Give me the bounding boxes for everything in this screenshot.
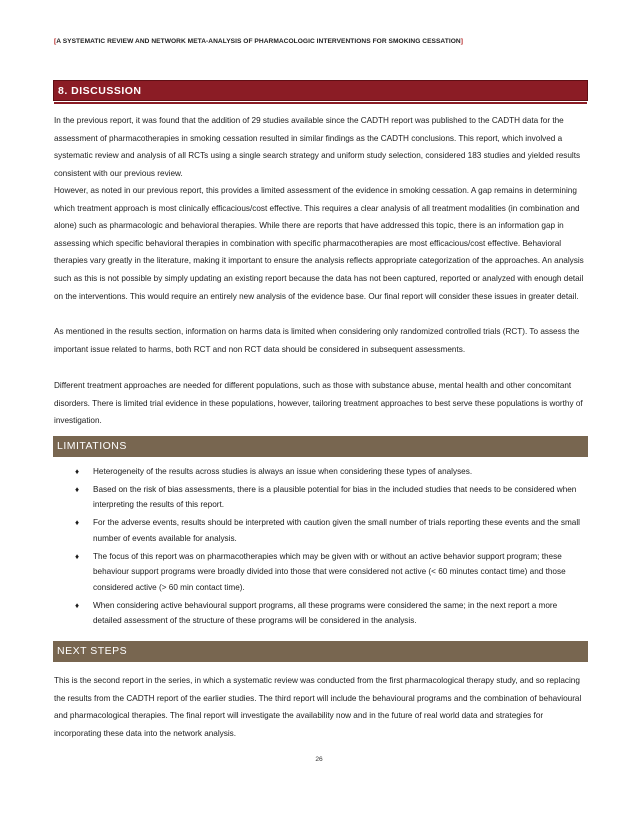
header-close-bracket: ] [460,38,463,45]
limitation-item-1 [54,464,588,480]
limitations-list [54,464,588,631]
diamond-bullet-icon: ♦ [75,600,80,610]
limitation-text: Based on the risk of bias assessments, there is a plausible potential for bias in the included studies that needs to be considered when interpreting the results of this report. [93,484,577,510]
limitation-item-3 [54,515,588,546]
limitation-item-2 [54,482,588,513]
discussion-paragraph-4: Different treatment approaches are needed for different populations, such as those with substance abuse, mental health and other concomitant disorders. There is limited trial evidence in these populations, however, tailoring treatment approaches to best serve these populations is worthy of investigation. [54,381,583,426]
next-steps-paragraph: This is the second report in the series, in which a systematic review was conducted from the first pharmacological therapy study, and so replacing the results from the CADTH report of the earlier studies. The third report will include the behavioural programs and the combination of behavioural and pharmacological therapies. The final report will investigate the availability now and in the future of real world data and strategies for incorporating these data into the network analysis. [54,676,582,738]
discussion-paragraph-2: However, as noted in our previous report, this provides a limited assessment of the evidence in smoking cessation. A gap remains in determining which treatment approach is most clinically efficacious/cost effective. This requires a clear analysis of all treatment modalities (in combination and alone) such as pharmacologic and behavioral therapies. While there are reports that have addressed this topic, there is an information gap in assessing which specific behavioral therapies in combination with specific pharmacotherapies are most efficacious/cost effective. Behavioral therapies vary greatly in the literature, making it important to ensure the analysis reflects appropriate categorization of the approaches. An analysis such as this is not possible by simply updating an existing report because the data has not been captured, reported or analyzed with enough detail on the interventions. This would require an entirely new analysis of the evidence base. Our final report will consider these issues in greater detail. [54,186,584,301]
running-header [54,38,588,45]
limitation-text: When considering active behavioural support programs, all these programs were considered the same; in the next report a more detailed assessment of the structure of these programs will be considered in the analysis. [93,600,558,626]
limitation-item-5 [54,598,588,629]
limitation-text: Heterogeneity of the results across studies is always an issue when considering these types of analyses. [93,467,473,476]
header-title: A SYSTEMATIC REVIEW AND NETWORK META-ANALYSIS OF PHARMACOLOGIC INTERVENTIONS FOR SMOKING CESSATION [56,38,461,45]
diamond-bullet-icon: ♦ [75,551,80,561]
limitations-heading: LIMITATIONS [53,436,588,457]
diamond-bullet-icon: ♦ [75,467,80,476]
next-steps-heading: NEXT STEPS [53,641,588,662]
page-number: 26 [315,756,323,763]
diamond-bullet-icon: ♦ [75,484,80,494]
discussion-paragraph-3: As mentioned in the results section, information on harms data is limited when considering only randomized controlled trials (RCT). To assess the important issue related to harms, both RCT and non RCT data should be considered in subsequent assessments. [54,327,580,354]
diamond-bullet-icon: ♦ [75,518,80,528]
limitation-item-4 [54,549,588,596]
header-open-bracket: [ [54,38,57,45]
discussion-paragraph-1: In the previous report, it was found that the addition of 29 studies available since the CADTH report was published to the CADTH data for the assessment of pharmacotherapies in smoking cessation resulted in similar findings as the CADTH conclusions. This report, which involved a systematic review and analysis of all RCTs using a single search strategy and uniform study selection, considered 183 studies and yielded results consistent with our previous review. [54,116,581,178]
limitation-text: The focus of this report was on pharmacotherapies which may be given with or without an active behavior support program; these behaviour support programs were broadly divided into those that were considered not active (< 60 minutes contact time) and those considered active (> 60 min contact time). [93,551,566,592]
discussion-heading: 8. DISCUSSION [53,80,588,101]
limitation-text: For the adverse events, results should be interpreted with caution given the small number of trials reporting these events and the small number of events available for analysis. [93,518,580,543]
